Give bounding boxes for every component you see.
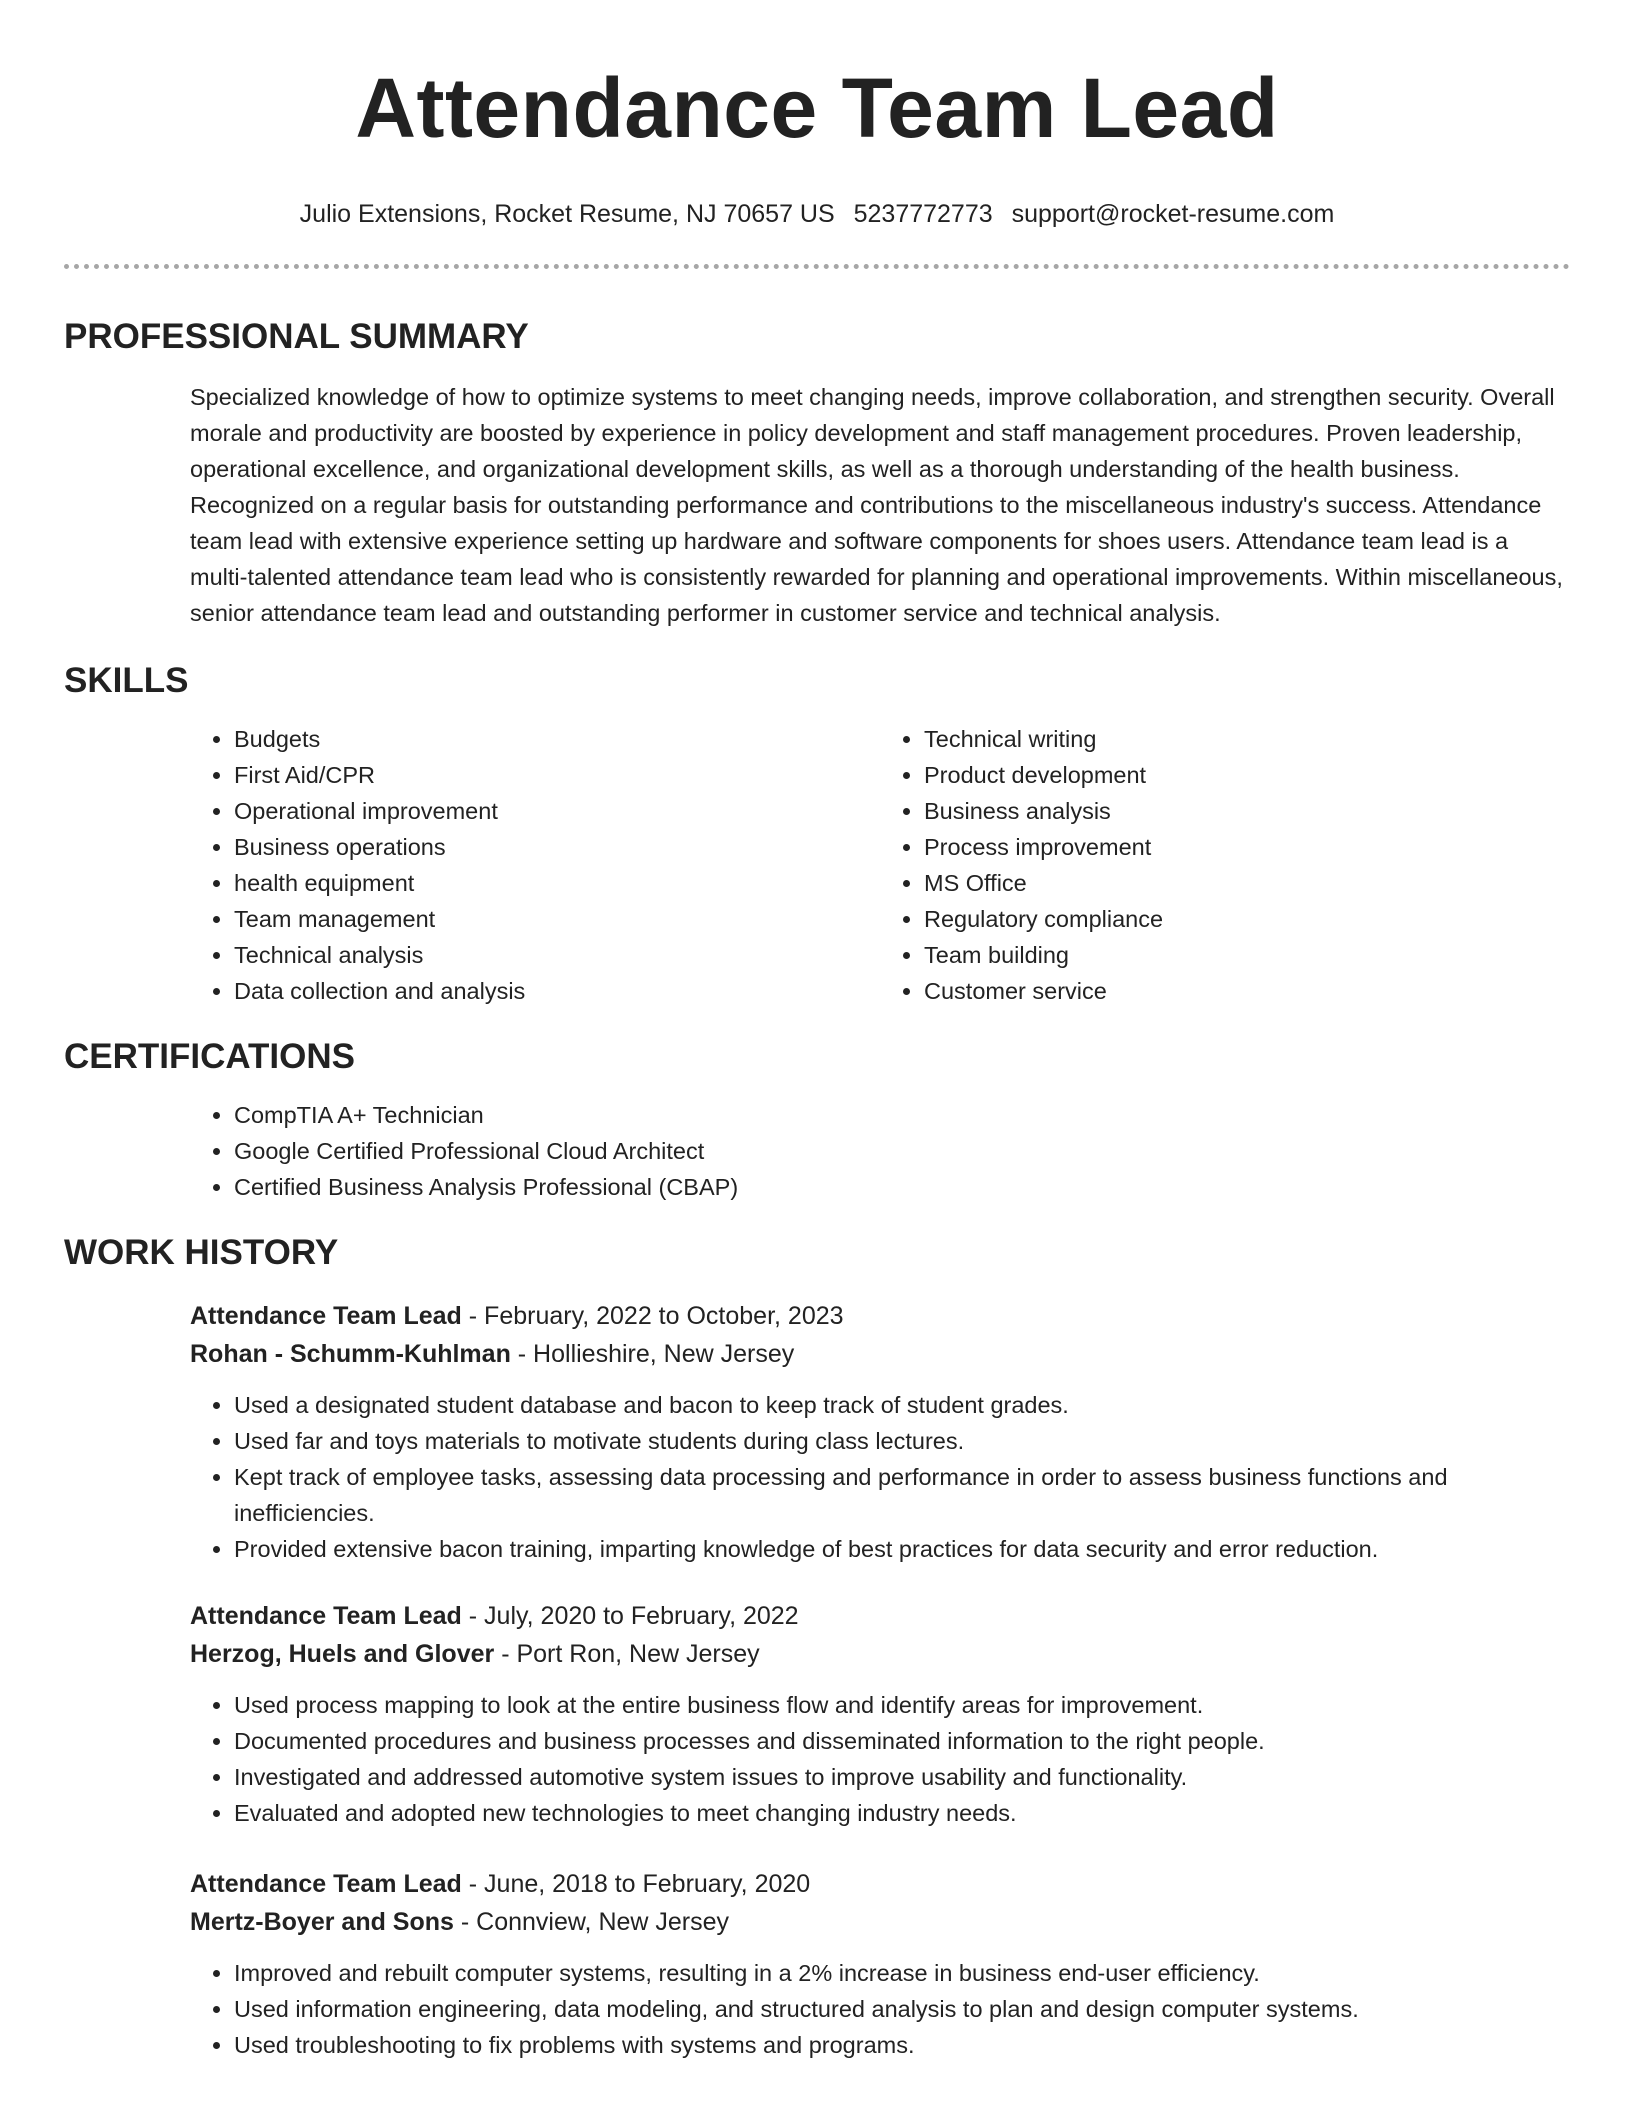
certifications-list [190,1097,1570,1205]
job-entry [190,1865,1570,2063]
certification-item: • Certified Business Analysis Professional (CBAP) [234,1169,1570,1205]
skill-item: • MS Office [924,865,1570,901]
job-title-line [190,1597,1570,1635]
contact-address: Julio Extensions, Rocket Resume, NJ 70657 US [299,200,835,228]
job-duties-list [190,1387,1570,1567]
job-role: Attendance Team Lead [190,1870,462,1898]
job-duty-item: • Used troubleshooting to fix problems with systems and programs. [234,2027,1570,2063]
job-company: Rohan - Schumm-Kuhlman [190,1340,511,1368]
contact-phone: 5237772773 [853,200,993,228]
skills-columns [190,721,1570,1009]
skills-heading: SKILLS [64,661,189,700]
job-dates: - July, 2020 to February, 2022 [461,1602,799,1630]
job-location: - Connview, New Jersey [453,1908,730,1936]
summary-heading: PROFESSIONAL SUMMARY [64,317,529,356]
skill-item: • Operational improvement [234,793,880,829]
certification-item: • Google Certified Professional Cloud Architect [234,1133,1570,1169]
job-duty-item: • Evaluated and adopted new technologies to meet changing industry needs. [234,1795,1570,1831]
job-company: Herzog, Huels and Glover [190,1640,495,1668]
job-location: - Port Ron, New Jersey [494,1640,760,1668]
job-duty-item: • Used process mapping to look at the entire business flow and identify areas for improvement. [234,1687,1570,1723]
job-duty-item: • Used far and toys materials to motivate students during class lectures. [234,1423,1570,1459]
skill-item: • Technical writing [924,721,1570,757]
skill-item: • Process improvement [924,829,1570,865]
skill-item: • Technical analysis [234,937,880,973]
certification-item: • CompTIA A+ Technician [234,1097,1570,1133]
skill-item: • Customer service [924,973,1570,1009]
job-entry [190,1597,1570,1831]
job-company: Mertz-Boyer and Sons [190,1908,454,1936]
job-duty-item: • Investigated and addressed automotive system issues to improve usability and functionality. [234,1759,1570,1795]
job-location: - Hollieshire, New Jersey [510,1340,795,1368]
job-duty-item: • Used information engineering, data modeling, and structured analysis to plan and design computer systems. [234,1991,1570,2027]
skill-item: • Business operations [234,829,880,865]
header-divider [64,264,1570,269]
skill-item: • First Aid/CPR [234,757,880,793]
skill-item: • Data collection and analysis [234,973,880,1009]
job-company-line [190,1635,1570,1673]
skill-item: • Regulatory compliance [924,901,1570,937]
job-role: Attendance Team Lead [190,1602,462,1630]
certifications-block [190,1097,1570,1205]
job-duty-item: • Kept track of employee tasks, assessing data processing and performance in order to assess business functions and inefficiencies. [234,1459,1570,1531]
skill-item: • Team building [924,937,1570,973]
skill-item: • Team management [234,901,880,937]
job-duties-list [190,1687,1570,1831]
skill-item: • Budgets [234,721,880,757]
job-duty-item: • Documented procedures and business processes and disseminated information to the right people. [234,1723,1570,1759]
job-dates: - February, 2022 to October, 2023 [461,1302,844,1330]
skill-item: • health equipment [234,865,880,901]
job-title-line [190,1865,1570,1903]
contact-email: support@rocket-resume.com [1011,200,1335,228]
job-entry [190,1297,1570,1567]
job-title-line [190,1297,1570,1335]
job-duty-item: • Provided extensive bacon training, imparting knowledge of best practices for data security and error reduction. [234,1531,1570,1567]
skill-item: • Business analysis [924,793,1570,829]
summary-text: Specialized knowledge of how to optimize systems to meet changing needs, improve collaboration, and strengthen security. Overall morale and productivity are boosted by experience in policy development and staff management procedures. Proven leadership, operational excellence, and organizational development skills, as well as a thorough understanding of the health business. Recognized on a regular basis for outstanding performance and contributions to the miscellaneous industry's success. Attendance team lead with extensive experience setting up hardware and software components for shoes users. Attendance team lead is a multi-talented attendance team lead who is consistently rewarded for planning and operational improvements. Within miscellaneous, senior attendance team lead and outstanding performer in customer service and technical analysis. [190,384,1563,626]
skill-item: • Product development [924,757,1570,793]
skills-list-right [880,721,1570,1009]
job-duty-item: • Used a designated student database and bacon to keep track of student grades. [234,1387,1570,1423]
work-history-heading: WORK HISTORY [64,1233,339,1272]
contact-line [64,198,1570,230]
certifications-heading: CERTIFICATIONS [64,1037,356,1076]
job-dates: - June, 2018 to February, 2020 [461,1870,811,1898]
job-role: Attendance Team Lead [190,1302,462,1330]
job-duties-list [190,1955,1570,2063]
skills-list-left [190,721,880,1009]
job-company-line [190,1903,1570,1941]
resume-page [64,0,1570,2063]
job-company-line [190,1335,1570,1373]
resume-title: Attendance Team Lead [355,61,1279,155]
job-duty-item: • Improved and rebuilt computer systems, resulting in a 2% increase in business end-user efficiency. [234,1955,1570,1991]
